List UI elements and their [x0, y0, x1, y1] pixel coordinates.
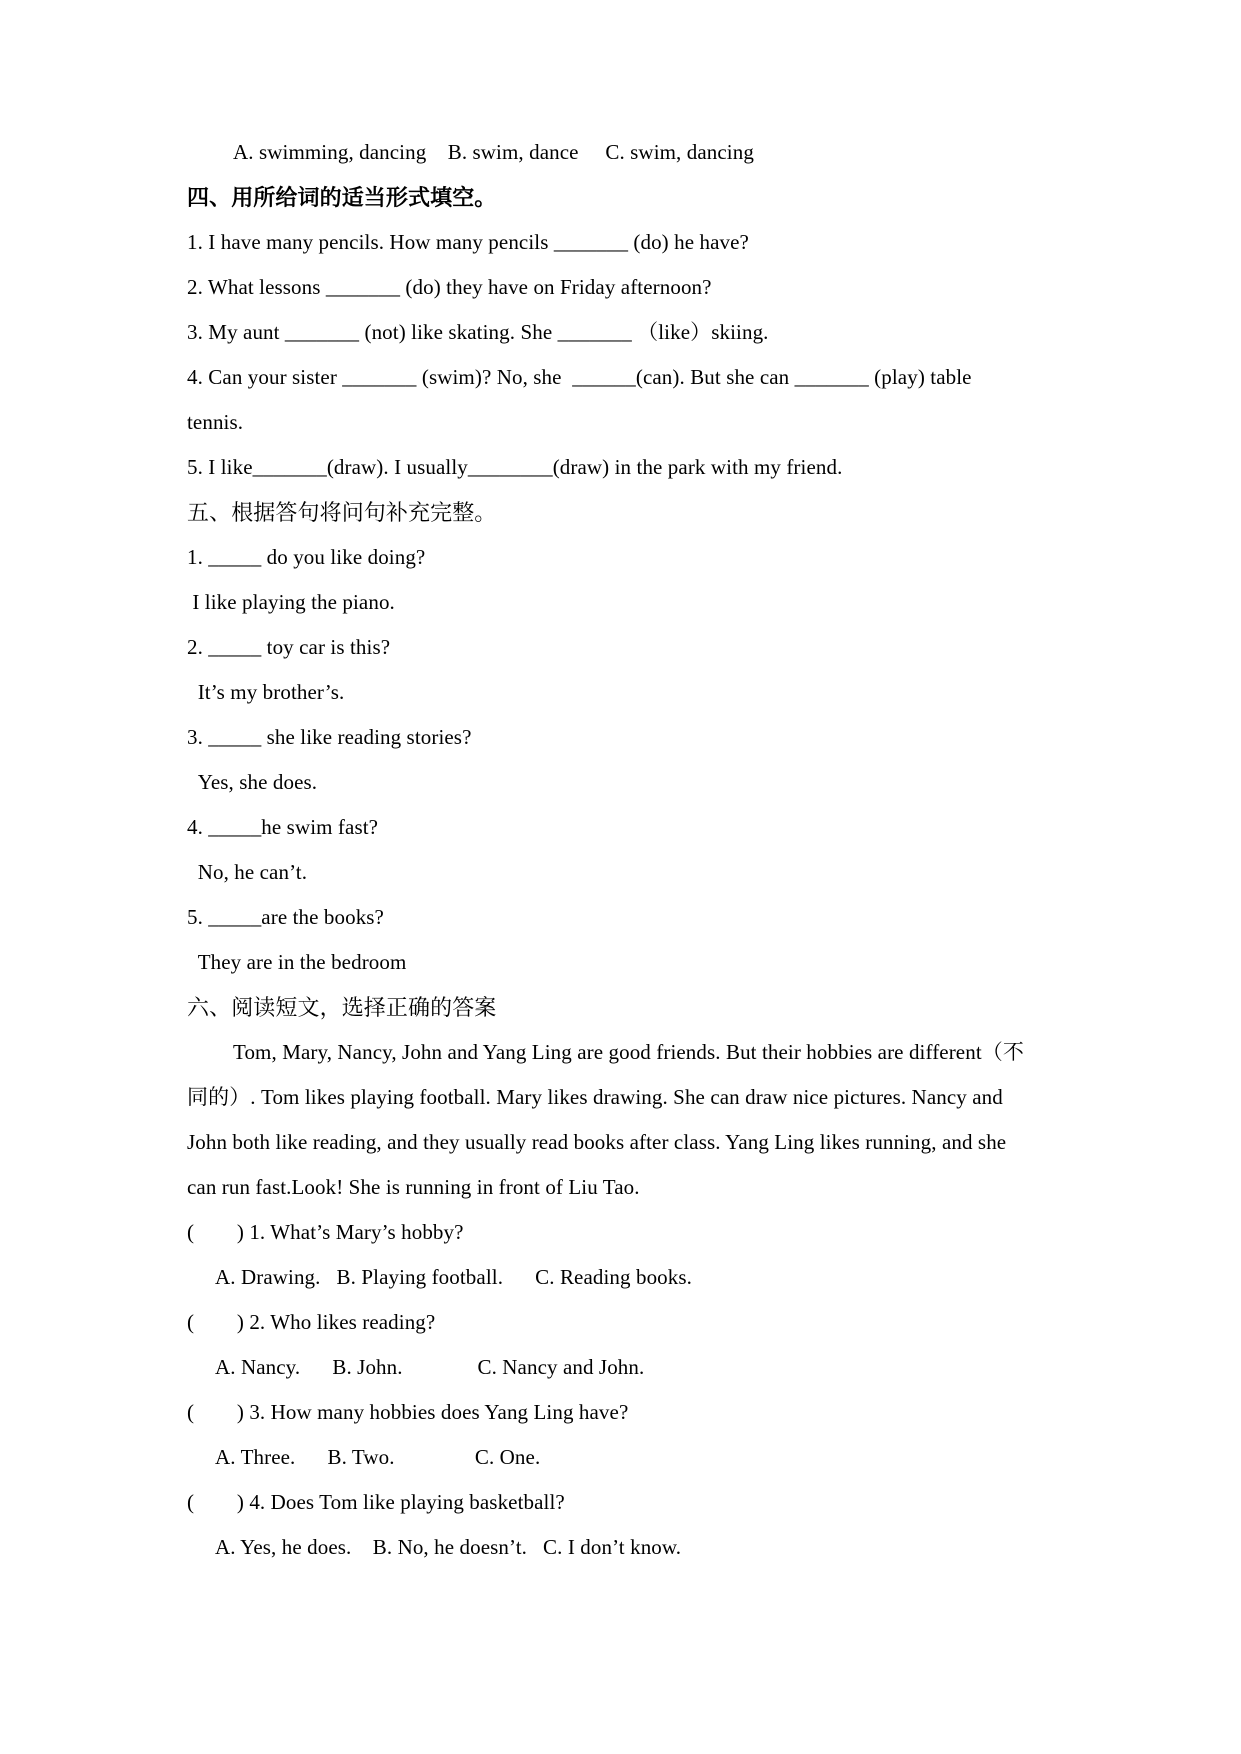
section6-passage-line-1: Tom, Mary, Nancy, John and Yang Ling are good friends. But their hobbies are different（不: [233, 1040, 1024, 1064]
section6-question-4-options: A. Yes, he does. B. No, he doesn’t. C. I don’t know.: [215, 1535, 682, 1559]
section6-passage-line-3: John both like reading, and they usually read books after class. Yang Ling likes running, and she: [187, 1130, 1007, 1154]
section6-question-3: ( ) 3. How many hobbies does Yang Ling have?: [187, 1400, 629, 1424]
section6-question-2: ( ) 2. Who likes reading?: [187, 1310, 436, 1334]
section6-question-1: ( ) 1. What’s Mary’s hobby?: [187, 1220, 464, 1244]
section4-item-4: 4. Can your sister _______ (swim)? No, she ______(can). But she can _______ (play) table: [187, 365, 972, 389]
section4-item-2: 2. What lessons _______ (do) they have on Friday afternoon?: [187, 275, 712, 299]
section5-question-5: 5. _____are the books?: [187, 905, 384, 929]
section5-answer-4: No, he can’t.: [187, 860, 308, 884]
section5-question-1: 1. _____ do you like doing?: [187, 545, 426, 569]
section5-answer-2: It’s my brother’s.: [187, 680, 345, 704]
section4-item-4-continuation: tennis.: [187, 410, 244, 434]
section6-passage-line-4: can run fast.Look! She is running in front of Liu Tao.: [187, 1175, 640, 1199]
section4-item-3: 3. My aunt _______ (not) like skating. She _______ （like）skiing.: [187, 320, 769, 344]
section6-question-4: ( ) 4. Does Tom like playing basketball?: [187, 1490, 565, 1514]
section5-answer-1: I like playing the piano.: [187, 590, 395, 614]
section4-item-5: 5. I like_______(draw). I usually________(draw) in the park with my friend.: [187, 455, 843, 479]
prev-question-options-line: A. swimming, dancing B. swim, dance C. swim, dancing: [233, 140, 754, 164]
section4-heading: 四、用所给词的适当形式填空。: [187, 185, 497, 210]
section4-item-1: 1. I have many pencils. How many pencils _______ (do) he have?: [187, 230, 749, 254]
section5-answer-5: They are in the bedroom: [187, 950, 407, 974]
section6-question-2-options: A. Nancy. B. John. C. Nancy and John.: [215, 1355, 645, 1379]
section6-heading: 六、阅读短文，选择正确的答案: [187, 995, 497, 1020]
section6-passage-line-2: 同的）. Tom likes playing football. Mary likes drawing. She can draw nice pictures. Nancy and: [187, 1085, 1003, 1109]
section6-question-1-options: A. Drawing. B. Playing football. C. Reading books.: [215, 1265, 692, 1289]
section6-question-3-options: A. Three. B. Two. C. One.: [215, 1445, 541, 1469]
section5-heading: 五、根据答句将问句补充完整。: [187, 500, 497, 525]
section5-answer-3: Yes, she does.: [187, 770, 318, 794]
section5-question-2: 2. _____ toy car is this?: [187, 635, 391, 659]
section5-question-3: 3. _____ she like reading stories?: [187, 725, 472, 749]
section5-question-4: 4. _____he swim fast?: [187, 815, 379, 839]
